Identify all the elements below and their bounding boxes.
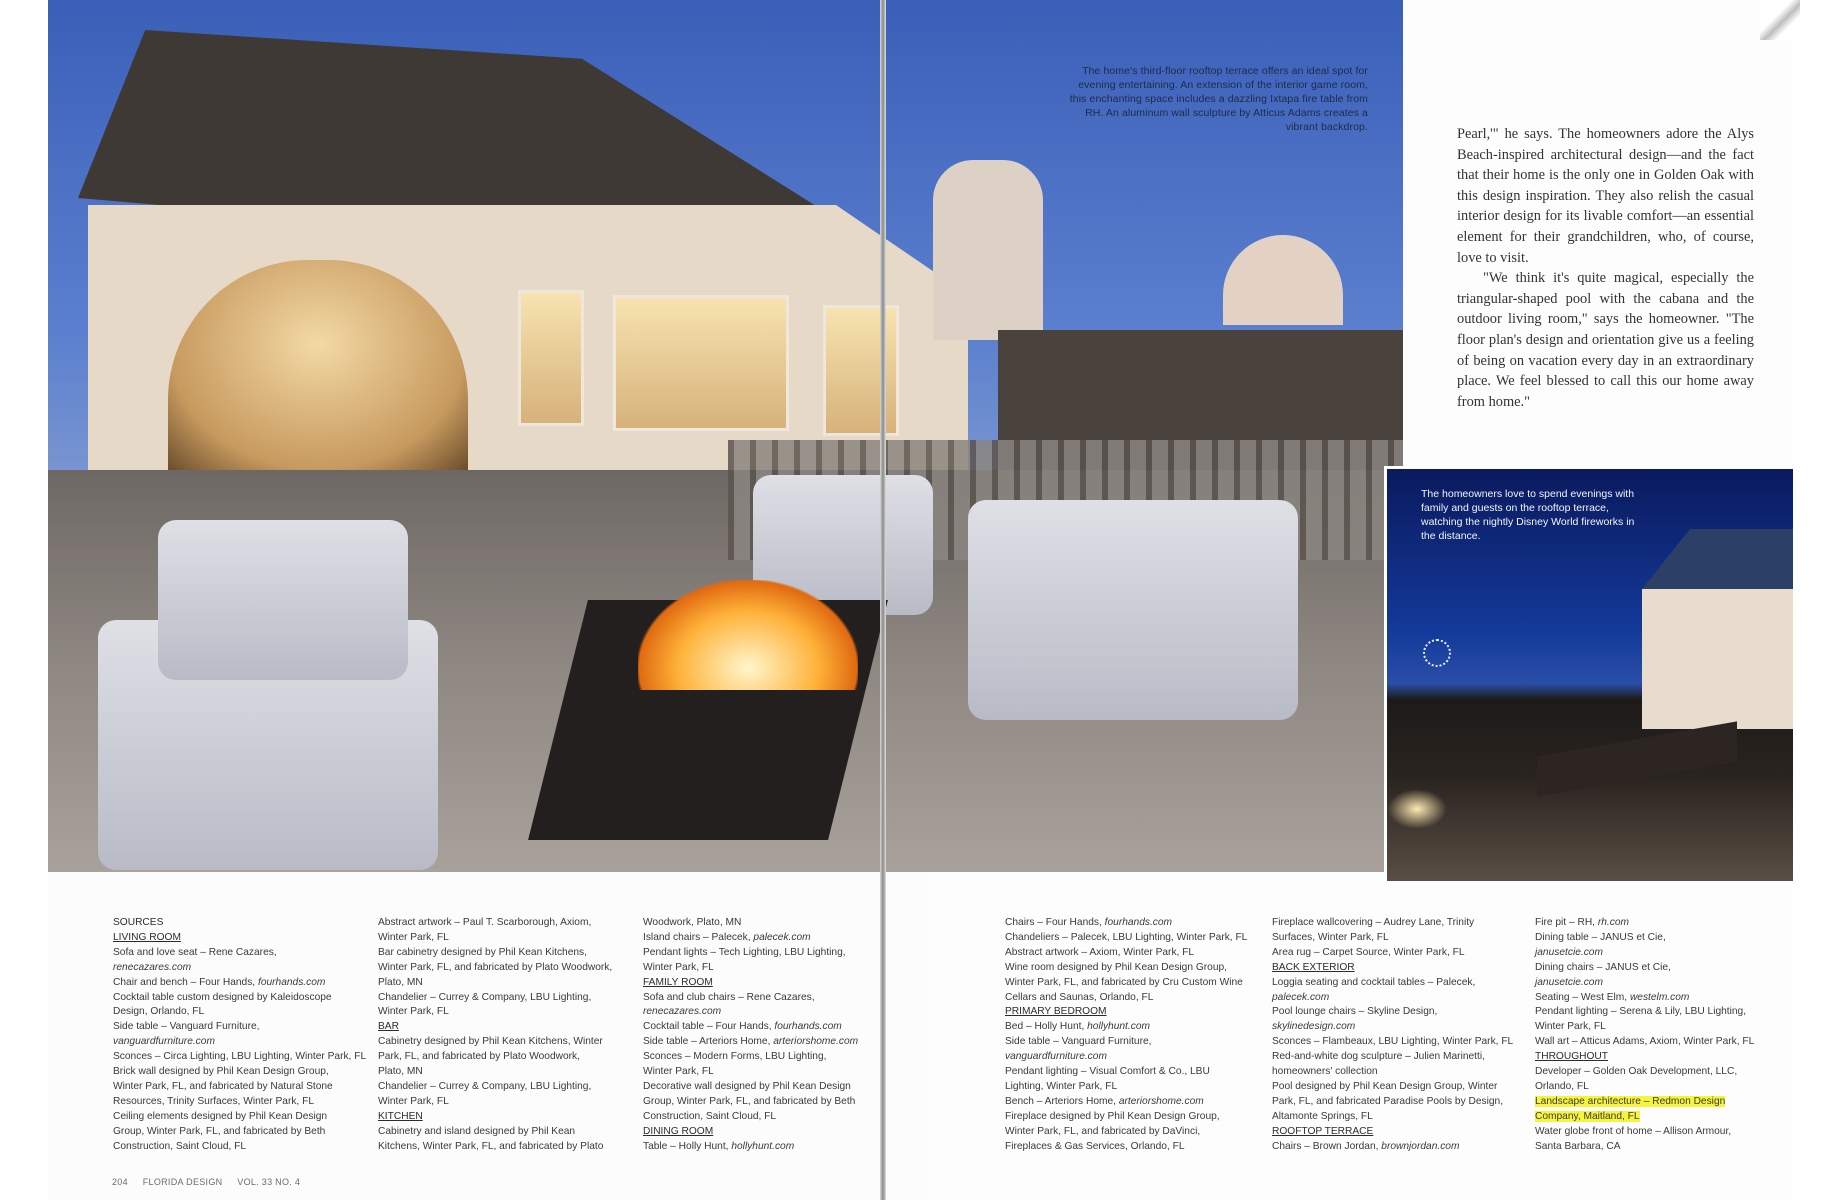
source-text: Construction, Saint Cloud, FL [643, 1110, 777, 1122]
source-line [113, 1140, 366, 1155]
source-line [113, 1110, 366, 1125]
photo-dining-table [1537, 721, 1737, 796]
source-text: PRIMARY BEDROOM [1005, 1006, 1107, 1018]
source-text: THROUGHOUT [1535, 1051, 1609, 1063]
source-text: Decorative wall designed by Phil Kean Design [643, 1080, 851, 1092]
source-text: Cabinetry and island designed by Phil Kean [378, 1125, 576, 1137]
source-line [1272, 1095, 1513, 1110]
photo-window [613, 295, 789, 431]
source-line [1272, 1005, 1513, 1020]
article-paragraph: Pearl,'" he says. The homeowners adore the Alys Beach-inspired architectural design—and the fact that their home is the only one in Golden Oak with this design inspiration. They also relish the casual interior design for its livable comfort—an essential element for their grandchildren, who, of course, love to visit. [1457, 126, 1754, 266]
source-text: Winter Park, FL [378, 1006, 449, 1018]
source-text: Landscape architecture – Redmon Design [1535, 1095, 1726, 1107]
source-url: janusetcie.com [1535, 976, 1603, 988]
source-line [378, 961, 612, 976]
sources-title: SOURCES [113, 917, 164, 928]
source-line [1005, 976, 1247, 991]
source-url: vanguardfurniture.com [113, 1036, 215, 1048]
source-text: Winter Park, FL [643, 1066, 714, 1078]
source-line [1535, 1035, 1754, 1050]
source-line [378, 931, 612, 946]
sources-section-heading [378, 1020, 612, 1035]
source-line [1272, 976, 1513, 991]
spine-gutter [880, 0, 886, 1200]
photo-step-light [1387, 789, 1447, 829]
source-text: Cabinetry designed by Phil Kean Kitchens, Winter [378, 1036, 603, 1048]
source-line [643, 1050, 858, 1065]
source-text: Winter Park, FL, and fabricated by DaVinci, [1005, 1125, 1201, 1137]
source-text: Bench – Arteriors Home, [1005, 1095, 1119, 1107]
source-text: Sofa and love seat – Rene Cazares, [113, 946, 277, 958]
source-text: Altamonte Springs, FL [1272, 1110, 1373, 1122]
source-text: Chandeliers – Palecek, LBU Lighting, Winter Park, FL [1005, 931, 1248, 943]
source-text: Bed – Holly Hunt, [1005, 1021, 1088, 1033]
source-text: Dining table – JANUS et Cie, [1535, 931, 1666, 943]
source-text: Winter Park, FL, and fabricated by Natural Stone [113, 1080, 333, 1092]
source-text: Side table – Vanguard Furniture, [113, 1021, 260, 1033]
source-line [1005, 961, 1247, 976]
source-url: brownjordan.com [1381, 1140, 1460, 1152]
source-text: Island chairs – Palecek, [643, 931, 754, 943]
source-line [1005, 1110, 1247, 1125]
source-text: Pool lounge chairs – Skyline Design, [1272, 1006, 1438, 1018]
source-line [643, 1005, 858, 1020]
source-line [1535, 961, 1754, 976]
source-line [113, 961, 366, 976]
source-text: Water globe front of home – Allison Armour, [1535, 1125, 1732, 1137]
source-line [1272, 1020, 1513, 1035]
source-text: Sconces – Flambeaux, LBU Lighting, Winter Park, FL [1272, 1036, 1514, 1048]
source-line [113, 946, 366, 961]
source-line [1535, 1140, 1754, 1155]
source-url: renecazares.com [113, 961, 192, 973]
source-line [378, 1140, 612, 1155]
source-line [113, 1035, 366, 1050]
source-text: Bar cabinetry designed by Phil Kean Kitchens, [378, 946, 587, 958]
source-text: Chairs – Four Hands, [1005, 917, 1105, 928]
source-line [643, 961, 858, 976]
sources-section-heading [1535, 1050, 1754, 1065]
source-url: janusetcie.com [1535, 946, 1603, 958]
source-line [1005, 1035, 1247, 1050]
source-text: Winter Park, FL [643, 961, 714, 973]
source-line [1005, 1125, 1247, 1140]
page-number: 204 [112, 1177, 128, 1187]
source-line [378, 1005, 612, 1020]
source-line [113, 1065, 366, 1080]
source-line [378, 1050, 612, 1065]
article-body [1457, 124, 1754, 412]
source-line [378, 976, 612, 991]
source-text: homeowners' collection [1272, 1066, 1378, 1078]
source-url: palecek.com [1272, 991, 1330, 1003]
source-line [643, 1035, 858, 1050]
source-text: Chandelier – Currey & Company, LBU Lighting, [378, 991, 592, 1003]
source-line [1535, 1080, 1754, 1095]
source-url: renecazares.com [643, 1006, 722, 1018]
source-line [643, 1020, 858, 1035]
source-url: rh.com [1597, 917, 1629, 928]
sources-column-6 [1535, 916, 1754, 1155]
article-paragraph: "We think it's quite magical, especially the triangular-shaped pool with the cabana and the outdoor living room," says the homeowner. "The floor plan's design and orientation give us a feeling of being on vacation every day in an extraordinary place. We feel blessed to call this our home away from home." [1457, 270, 1754, 410]
photo-cabana [1642, 529, 1793, 729]
source-line [1272, 931, 1513, 946]
source-text: Winter Park, FL [378, 1095, 449, 1107]
source-line [1535, 931, 1754, 946]
source-line [113, 991, 366, 1006]
source-url: palecek.com [753, 931, 811, 943]
source-text: Construction, Saint Cloud, FL [113, 1140, 247, 1152]
source-line [1272, 991, 1513, 1006]
photo-flame [638, 580, 858, 690]
issue-number: VOL. 33 NO. 4 [237, 1177, 301, 1187]
source-line [1005, 991, 1247, 1006]
source-text: Wall art – Atticus Adams, Axiom, Winter Park, FL [1535, 1036, 1755, 1048]
source-text: Company, Maitland, FL [1535, 1110, 1640, 1122]
source-text: Sconces – Circa Lighting, LBU Lighting, Winter Park, FL [113, 1051, 367, 1063]
source-line [1535, 946, 1754, 961]
source-line [378, 1095, 612, 1110]
source-text: Ceiling elements designed by Phil Kean Design [113, 1110, 328, 1122]
source-line [1005, 1050, 1247, 1065]
source-url: hollyhunt.com [731, 1140, 795, 1152]
sources-column-3 [643, 916, 858, 1155]
source-line [378, 1035, 612, 1050]
source-text: Winter Park, FL, and fabricated by Cru Custom Wine [1005, 976, 1243, 988]
source-url: fourhands.com [257, 976, 326, 988]
sources-section-heading [113, 931, 366, 946]
source-line [113, 1095, 366, 1110]
source-text: Group, Winter Park, FL, and fabricated by Beth [113, 1125, 326, 1137]
photo-lounge-chair [158, 520, 408, 680]
source-text: Side table – Vanguard Furniture, [1005, 1036, 1152, 1048]
source-url: fourhands.com [774, 1021, 842, 1033]
source-text: Fireplace wallcovering – Audrey Lane, Trinity [1272, 917, 1475, 928]
source-line [378, 1065, 612, 1080]
source-text: Side table – Arteriors Home, [643, 1036, 774, 1048]
source-text: Area rug – Carpet Source, Winter Park, FL [1272, 946, 1465, 958]
source-url: westelm.com [1629, 991, 1690, 1003]
sources-column-4 [1005, 916, 1247, 1155]
source-text: Table – Holly Hunt, [643, 1140, 732, 1152]
source-line [1005, 1095, 1247, 1110]
source-line [1535, 991, 1754, 1006]
sources-column-2 [378, 916, 612, 1155]
source-text: Pendant lighting – Visual Comfort & Co., LBU [1005, 1066, 1210, 1078]
source-line [1005, 916, 1247, 931]
source-text: Abstract artwork – Axiom, Winter Park, FL [1005, 946, 1195, 958]
source-text: Winter Park, FL, and fabricated by Plato Woodwork, [378, 961, 613, 973]
source-line [643, 1095, 858, 1110]
source-text: Kitchens, Winter Park, FL, and fabricated by Plato [378, 1140, 604, 1152]
sources-section-heading [1005, 1005, 1247, 1020]
sources-column-5 [1272, 916, 1513, 1155]
source-text: DINING ROOM [643, 1125, 714, 1137]
source-line [1005, 1140, 1247, 1155]
source-line [113, 1005, 366, 1020]
source-url: skylinedesign.com [1272, 1021, 1356, 1033]
source-line [1535, 976, 1754, 991]
source-text: Group, Winter Park, FL, and fabricated by Beth [643, 1095, 856, 1107]
sources-section-heading [1272, 1125, 1513, 1140]
source-text: Fireplace designed by Phil Kean Design Group, [1005, 1110, 1220, 1122]
source-text: Dining chairs – JANUS et Cie, [1535, 961, 1671, 973]
source-text: Pendant lights – Tech Lighting, LBU Lighting, [643, 946, 846, 958]
source-line [378, 946, 612, 961]
source-line [113, 1020, 366, 1035]
source-text: Cellars and Saunas, Orlando, FL [1005, 991, 1154, 1003]
source-line [378, 1125, 612, 1140]
source-line [1535, 1005, 1754, 1020]
source-line [378, 1080, 612, 1095]
source-line [1272, 1110, 1513, 1125]
page-folio [112, 1177, 312, 1187]
source-line [113, 976, 366, 991]
source-text: Lighting, Winter Park, FL [1005, 1080, 1118, 1092]
source-line [643, 916, 858, 931]
source-text: Winter Park, FL [378, 931, 449, 943]
source-line [1535, 1110, 1754, 1125]
source-text: Park, FL, and fabricated Paradise Pools by Design, [1272, 1095, 1504, 1107]
source-text: Seating – West Elm, [1535, 991, 1630, 1003]
sources-column-1 [113, 916, 366, 1155]
source-line [1535, 1020, 1754, 1035]
source-url: arteriorshome.com [773, 1036, 859, 1048]
source-line [1005, 931, 1247, 946]
source-line [1005, 946, 1247, 961]
source-line [1535, 1065, 1754, 1080]
source-text: Developer – Golden Oak Development, LLC, [1535, 1066, 1738, 1078]
source-text: BAR [378, 1021, 399, 1033]
source-url: hollyhunt.com [1087, 1021, 1150, 1033]
source-text: Cocktail table custom designed by Kaleidoscope [113, 991, 332, 1003]
source-line [643, 1110, 858, 1125]
source-text: FAMILY ROOM [643, 976, 713, 988]
source-text: Loggia seating and cocktail tables – Palecek, [1272, 976, 1476, 988]
source-url: fourhands.com [1104, 917, 1173, 928]
source-line [1272, 1080, 1513, 1095]
source-line [643, 931, 858, 946]
source-text: Sofa and club chairs – Rene Cazares, [643, 991, 815, 1003]
source-text: Fireplaces & Gas Services, Orlando, FL [1005, 1140, 1185, 1152]
page-curl [1760, 0, 1800, 40]
main-photo-caption: The home's third-floor rooftop terrace offers an ideal spot for evening entertaining. An extension of the interior game room, this enchanting space includes a dazzling Ixtapa fire table from RH. An aluminum wall sculpture by Atticus Adams creates a vibrant backdrop. [1069, 65, 1368, 133]
source-line [113, 1050, 366, 1065]
source-line [378, 916, 612, 931]
source-line [1005, 1020, 1247, 1035]
source-text: BACK EXTERIOR [1272, 961, 1355, 973]
sources-section-heading [643, 976, 858, 991]
source-text: Resources, Trinity Surfaces, Winter Park, FL [113, 1095, 314, 1107]
source-line [1272, 1050, 1513, 1065]
source-text: Santa Barbara, CA [1535, 1140, 1621, 1152]
sources-section-heading [643, 1125, 858, 1140]
source-line [1272, 1065, 1513, 1080]
source-line [113, 1080, 366, 1095]
source-text: Surfaces, Winter Park, FL [1272, 931, 1389, 943]
source-text: Fire pit – RH, [1535, 917, 1598, 928]
source-line [1535, 916, 1754, 931]
photo-chimney-tower [933, 160, 1043, 340]
source-line [643, 991, 858, 1006]
source-url: arteriorshome.com [1118, 1095, 1204, 1107]
source-text: KITCHEN [378, 1110, 423, 1122]
source-line [1535, 1125, 1754, 1140]
source-url: vanguardfurniture.com [1005, 1051, 1107, 1063]
photo-lounge-chair [968, 500, 1298, 720]
source-line [643, 1140, 858, 1155]
sources-section-heading [1272, 961, 1513, 976]
source-text: Woodwork, Plato, MN [643, 917, 742, 928]
inset-photo-caption: The homeowners love to spend evenings with family and guests on the rooftop terrace, watching the nightly Disney World fireworks in the distance. [1421, 488, 1635, 542]
source-line [1005, 1080, 1247, 1095]
source-text: Park, FL, and fabricated by Plato Woodwork, [378, 1051, 580, 1063]
source-text: Wine room designed by Phil Kean Design Group, [1005, 961, 1227, 973]
source-line [643, 946, 858, 961]
source-line [1272, 1140, 1513, 1155]
source-text: Abstract artwork – Paul T. Scarborough, Axiom, [378, 917, 592, 928]
source-text: Chandelier – Currey & Company, LBU Lighting, [378, 1080, 592, 1092]
source-line [1272, 916, 1513, 931]
source-text: Plato, MN [378, 976, 423, 988]
source-text: Plato, MN [378, 1066, 423, 1078]
publication-name: FLORIDA DESIGN [142, 1177, 223, 1187]
source-text: LIVING ROOM [113, 931, 181, 943]
photo-window [518, 290, 584, 426]
source-line [1535, 1095, 1754, 1110]
source-text: ROOFTOP TERRACE [1272, 1125, 1374, 1137]
source-text: Chair and bench – Four Hands, [113, 976, 258, 988]
source-text: Winter Park, FL [1535, 1021, 1606, 1033]
source-text: Pendant lighting – Serena & Lily, LBU Lighting, [1535, 1006, 1747, 1018]
source-text: Chairs – Brown Jordan, [1272, 1140, 1382, 1152]
source-line [1005, 1065, 1247, 1080]
photo-firework [1423, 639, 1451, 667]
sources-section-heading [378, 1110, 612, 1125]
source-line [643, 1080, 858, 1095]
source-text: Design, Orlando, FL [113, 1006, 205, 1018]
source-text: Pool designed by Phil Kean Design Group, Winter [1272, 1080, 1498, 1092]
source-line [378, 991, 612, 1006]
source-text: Cocktail table – Four Hands, [643, 1021, 775, 1033]
source-line [1272, 946, 1513, 961]
source-text: Orlando, FL [1535, 1080, 1589, 1092]
source-line [643, 1065, 858, 1080]
source-line [1272, 1035, 1513, 1050]
source-text: Brick wall designed by Phil Kean Design Group, [113, 1066, 329, 1078]
source-text: Sconces – Modern Forms, LBU Lighting, [643, 1051, 827, 1063]
photo-window [823, 305, 899, 436]
source-text: Red-and-white dog sculpture – Julien Marinetti, [1272, 1051, 1485, 1063]
source-line [113, 1125, 366, 1140]
